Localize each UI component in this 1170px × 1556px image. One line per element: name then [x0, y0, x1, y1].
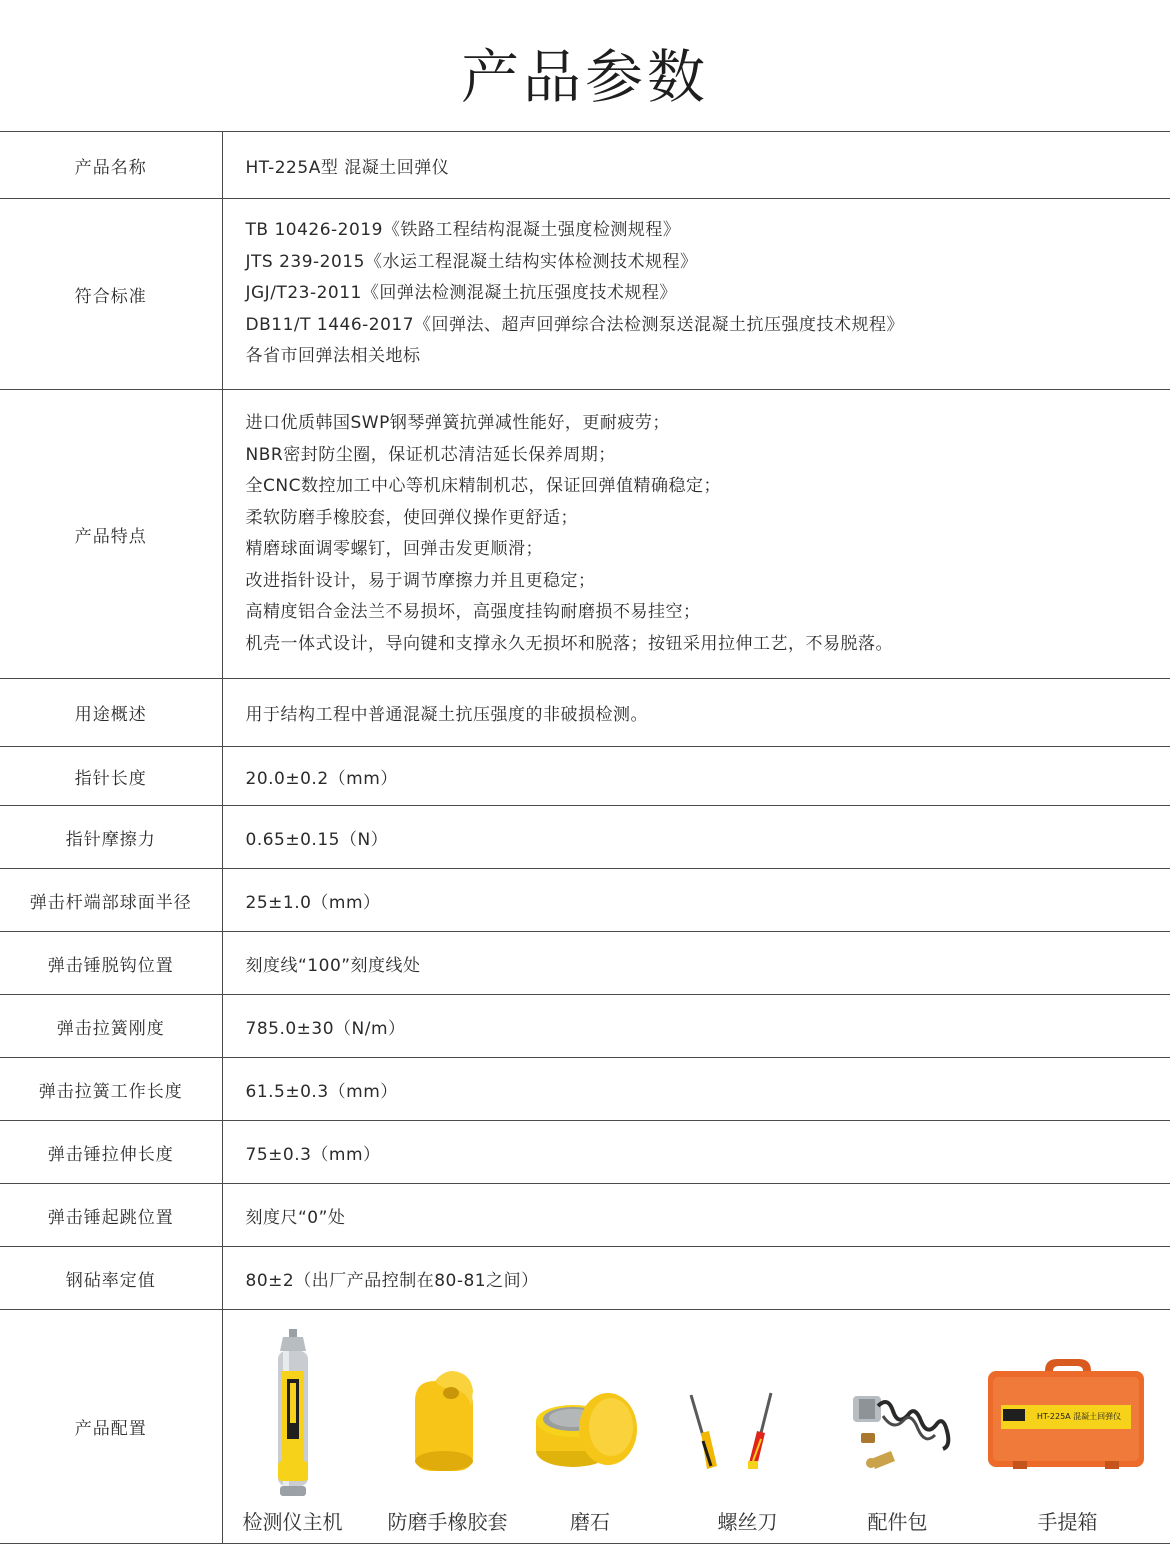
table-row: [0, 1247, 1170, 1310]
row-value: 20.0±0.2（mm）: [245, 768, 398, 789]
table-row: [0, 1184, 1170, 1247]
row-value-list: [222, 199, 1170, 390]
row-label: 弹击锤起跳位置: [0, 1184, 222, 1247]
row-label: 弹击锤脱钩位置: [0, 932, 222, 995]
row-value: 用于结构工程中普通混凝土抗压强度的非破损检测。: [245, 705, 648, 725]
grinding-stone-icon: [523, 1311, 658, 1501]
screwdriver-icon: [673, 1311, 823, 1501]
row-label: 产品名称: [0, 132, 222, 199]
feature-line: 精磨球面调零螺钉，回弹击发更顺滑；: [245, 539, 543, 559]
config-caption: 磨石: [570, 1509, 610, 1534]
table-row: [0, 1121, 1170, 1184]
config-item-main-unit: [233, 1311, 353, 1543]
spring-accessory-icon: [823, 1311, 973, 1501]
page-title: 产品参数: [460, 43, 709, 111]
row-value: 75±0.3（mm）: [245, 1144, 381, 1165]
feature-line: 改进指针设计，易于调节摩擦力并且更稳定；: [245, 570, 596, 591]
table-row: [0, 390, 1170, 679]
table-row: [0, 932, 1170, 995]
standard-line: DB11/T 1446-2017《回弹法、超声回弹综合法检测泵送混凝土抗压强度技术规程》: [245, 314, 905, 335]
standard-line: TB 10426-2019《铁路工程结构混凝土强度检测规程》: [245, 220, 681, 241]
feature-line: 全CNC数控加工中心等机床精制机芯，保证回弹值精确稳定；: [245, 476, 721, 496]
config-caption: 防磨手橡胶套: [387, 1509, 508, 1534]
row-value: 0.65±0.15（N）: [245, 829, 389, 850]
table-row: [0, 132, 1170, 199]
rebound-hammer-icon: [233, 1311, 353, 1501]
row-value: 61.5±0.3（mm）: [245, 1081, 398, 1102]
case-label-text: HT-225A 混凝土回弹仪: [1036, 1411, 1121, 1421]
row-label: 弹击拉簧刚度: [0, 995, 222, 1058]
row-value: 785.0±30（N/m）: [245, 1018, 406, 1039]
row-label: 指针长度: [0, 747, 222, 806]
table-row: [0, 1058, 1170, 1121]
row-label: 弹击拉簧工作长度: [0, 1058, 222, 1121]
row-value: 80±2（出厂产品控制在80-81之间）: [245, 1270, 539, 1291]
config-item-rubber-sleeve: [373, 1311, 523, 1543]
feature-line: 进口优质韩国SWP钢琴弹簧抗弹减性能好，更耐疲劳；: [245, 413, 670, 433]
row-label: 指针摩擦力: [0, 806, 222, 869]
row-value: 刻度尺“0”处: [245, 1207, 346, 1228]
row-label: 产品配置: [0, 1310, 222, 1544]
carrying-case-icon: [983, 1311, 1153, 1501]
config-caption: 手提箱: [1037, 1509, 1098, 1534]
feature-line: 柔软防磨手橡胶套，使回弹仪操作更舒适；: [245, 507, 578, 528]
row-label: 弹击锤拉伸长度: [0, 1121, 222, 1184]
row-label: 钢砧率定值: [0, 1247, 222, 1310]
standard-line: 各省市回弹法相关地标: [245, 346, 421, 367]
table-row: [0, 747, 1170, 806]
config-item-carrying-case: [983, 1311, 1153, 1543]
feature-line: 机壳一体式设计，导向键和支撑永久无损坏和脱落；按钮采用拉伸工艺，不易脱落。: [245, 633, 893, 654]
config-item-accessory-pack: [823, 1311, 973, 1543]
standard-line: JTS 239-2015《水运工程混凝土结构实体检测技术规程》: [245, 251, 698, 272]
spec-table: [0, 131, 1170, 1544]
config-item-screwdriver: [673, 1311, 823, 1543]
row-value: HT-225A型 混凝土回弹仪: [245, 157, 450, 178]
table-row: [0, 679, 1170, 747]
config-caption: 检测仪主机: [242, 1509, 343, 1534]
table-row: [0, 869, 1170, 932]
config-caption: 螺丝刀: [717, 1509, 778, 1534]
row-label: 弹击杆端部球面半径: [0, 869, 222, 932]
config-cell: [222, 1310, 1170, 1544]
feature-line: 高精度铝合金法兰不易损坏，高强度挂钩耐磨损不易挂空；: [245, 602, 701, 622]
row-label: 符合标准: [0, 199, 222, 390]
config-item-grinding-stone: [523, 1311, 658, 1543]
table-row-config: [0, 1310, 1170, 1544]
row-value: 刻度线“100”刻度线处: [245, 955, 421, 976]
config-grid: [223, 1311, 1170, 1543]
row-label: 产品特点: [0, 390, 222, 679]
standard-line: JGJ/T23-2011《回弹法检测混凝土抗压强度技术规程》: [245, 283, 677, 304]
feature-line: NBR密封防尘圈，保证机芯清洁延长保养周期；: [245, 444, 616, 465]
row-value: 25±1.0（mm）: [245, 892, 381, 913]
table-row: [0, 806, 1170, 869]
config-caption: 配件包: [867, 1509, 928, 1534]
row-label: 用途概述: [0, 679, 222, 747]
table-row: [0, 199, 1170, 390]
row-value-list: [222, 390, 1170, 679]
rubber-sleeve-icon: [373, 1311, 523, 1501]
table-row: [0, 995, 1170, 1058]
